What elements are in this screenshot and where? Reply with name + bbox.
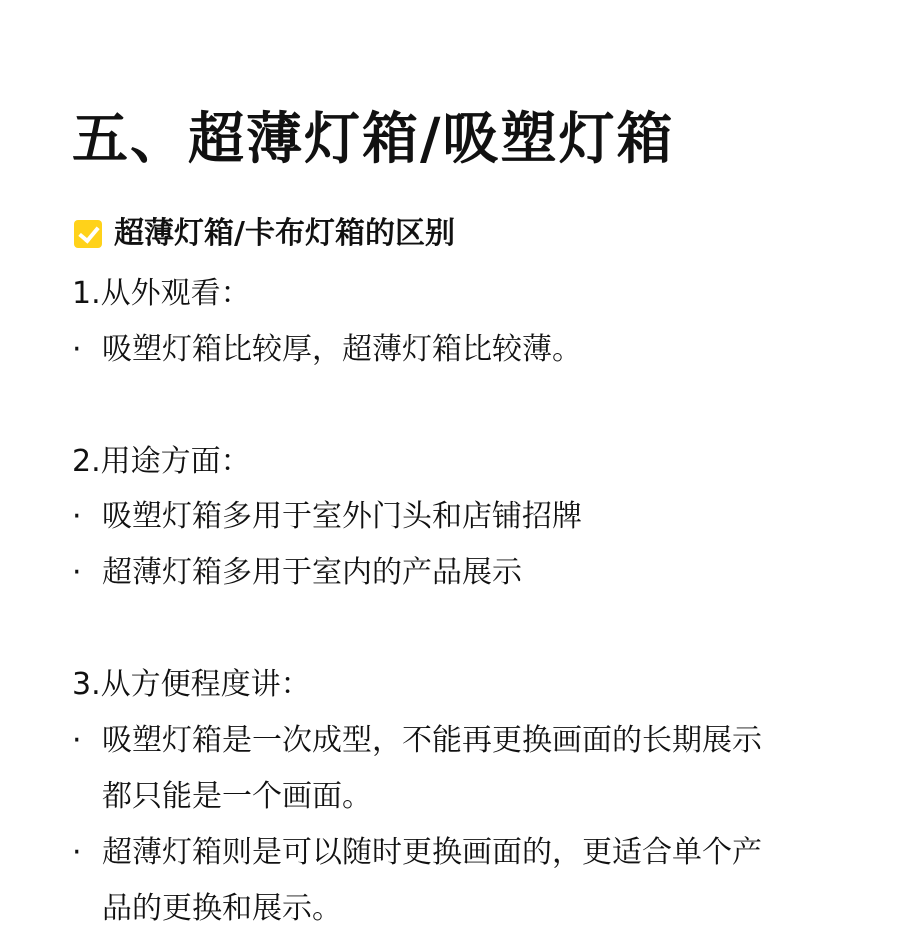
bullet-text-continued: 品的更换和展示。 bbox=[102, 891, 342, 926]
section-heading-2: 2.用途方面： bbox=[72, 444, 251, 479]
bullet-dot: · bbox=[72, 499, 82, 534]
subtitle-text: 超薄灯箱/卡布灯箱的区别 bbox=[114, 216, 455, 251]
bullet-text-continued: 都只能是一个画面。 bbox=[102, 779, 372, 814]
bullet-text: 超薄灯箱则是可以随时更换画面的，更适合单个产 bbox=[102, 835, 762, 870]
page-title: 五、超薄灯箱/吸塑灯箱 bbox=[72, 107, 675, 172]
bullet-text: 吸塑灯箱是一次成型，不能再更换画面的长期展示 bbox=[102, 723, 762, 758]
bullet-item bbox=[72, 497, 582, 537]
bullet-text: 超薄灯箱多用于室内的产品展示 bbox=[102, 555, 522, 590]
section-heading-3: 3.从方便程度讲： bbox=[72, 667, 311, 702]
bullet-text: 吸塑灯箱比较厚，超薄灯箱比较薄。 bbox=[102, 332, 582, 367]
bullet-item bbox=[72, 721, 762, 761]
bullet-dot: · bbox=[72, 555, 82, 590]
section-subtitle bbox=[74, 214, 455, 254]
bullet-item bbox=[72, 833, 762, 873]
bullet-dot: · bbox=[72, 332, 82, 367]
section-heading-1: 1.从外观看： bbox=[72, 276, 251, 311]
bullet-dot: · bbox=[72, 835, 82, 870]
bullet-text: 吸塑灯箱多用于室外门头和店铺招牌 bbox=[102, 499, 582, 534]
bullet-item bbox=[72, 553, 522, 593]
bullet-item bbox=[72, 330, 582, 370]
bullet-dot: · bbox=[72, 723, 82, 758]
checkbox-checked-icon bbox=[74, 220, 102, 248]
